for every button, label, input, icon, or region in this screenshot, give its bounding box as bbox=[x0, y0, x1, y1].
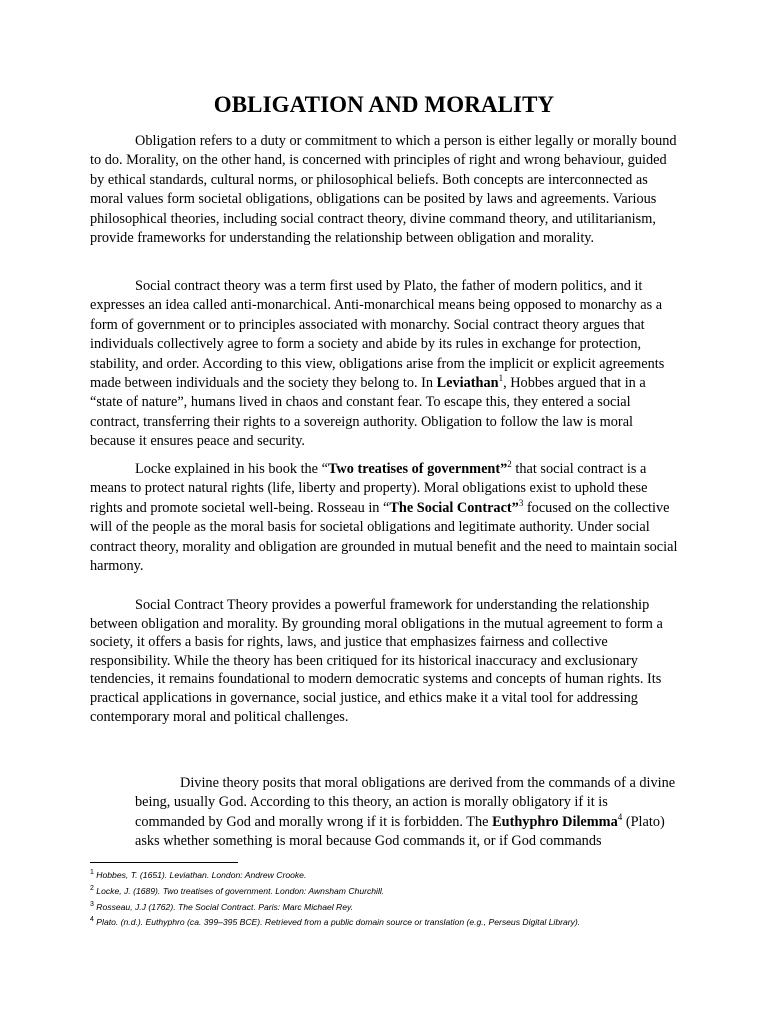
footnote-ref-3[interactable]: 3 bbox=[518, 498, 524, 509]
paragraph-text: (Plato) asks whether something is moral because God commands it, or if God commands bbox=[135, 813, 665, 850]
paragraph-text: Social contract theory was a term first used by Plato, the father of modern politics, and it expresses an idea called anti-monarchical. Anti-monarchical means being opposed to monarchy as a form of government or to principles associated with monarchy. Social contract theory argues that individuals collectively agree to form a society and abide by its rules in exchange for protection, stability, and order. According to this view, obligations arise from the implicit or explicit agreements made between individuals and the society they belong to. In bbox=[90, 278, 665, 392]
footnote-number: 3 bbox=[90, 900, 94, 908]
footnote-ref-4[interactable]: 4 bbox=[617, 812, 623, 823]
footnote-number: 4 bbox=[90, 916, 94, 924]
footnote-1 bbox=[90, 868, 690, 884]
footnote-number: 1 bbox=[90, 869, 94, 877]
paragraph-social-contract-summary: Social Contract Theory provides a powerful framework for understanding the relationship between obligation and morality. By grounding moral obligations in the mutual agreement to form a society, it offers a basis for rights, laws, and justice that emphasizes fairness and collective responsibility. While the theory has been critiqued for its historical inaccuracy and exclusionary tendencies, it remains foundational to modern democratic systems and concepts of human rights. Its practical applications in governance, social justice, and ethics make it a vital tool for addressing contemporary moral and political challenges. bbox=[90, 597, 663, 725]
paragraph-locke-rosseau bbox=[90, 460, 680, 576]
euthyphro-dilemma-title: Euthyphro Dilemma bbox=[492, 813, 618, 830]
leviathan-title: Leviathan bbox=[436, 375, 499, 392]
paragraph-text: focused on the collective will of the people as the moral basis for societal obligations and legitimate authority. Under social contract theory, morality and obligation are grounded in mutual benefit and the need to maintain social harmony. bbox=[90, 499, 678, 575]
paragraph-social-contract-theory bbox=[90, 277, 680, 452]
footnote-2 bbox=[90, 884, 690, 900]
footnote-text: Locke, J. (1689). Two treatises of government. London: Awnsham Churchill. bbox=[96, 885, 385, 896]
paragraph-text: , Hobbes argued that in a “state of nature”, humans lived in chaos and constant fear. To escape this, they entered a social contract, transferring their rights to a sovereign authority. Obligation to follow the law is moral because it ensures peace and security. bbox=[90, 375, 646, 450]
paragraph-text: Locke explained in his book the “ bbox=[135, 461, 328, 477]
paragraph-text: Divine theory posits that moral obligations are derived from the commands of a divine being, usually God. According to this theory, an action is morally obligatory if it is commanded by God and morally wrong if it is forbidden. The bbox=[135, 775, 676, 830]
footnote-ref-2[interactable]: 2 bbox=[507, 459, 512, 470]
paragraph-text: that social contract is a means to protect natural rights (life, liberty and property). Moral obligations exist to uphold these rights and promote societal well-being. Rosseau in “ bbox=[90, 461, 648, 516]
footnote-ref-1[interactable]: 1 bbox=[498, 373, 504, 384]
footnote-separator bbox=[90, 862, 238, 863]
footnotes bbox=[90, 868, 690, 931]
social-contract-title: The Social Contract” bbox=[389, 499, 519, 516]
footnote-text: Rosseau, J.J (1762). The Social Contract. Paris: Marc Michael Rey. bbox=[96, 901, 354, 912]
two-treatises-title: Two treatises of government” bbox=[327, 461, 508, 477]
footnote-number: 2 bbox=[90, 884, 94, 892]
footnote-4 bbox=[90, 915, 690, 931]
page-title: OBLIGATION AND MORALITY bbox=[213, 92, 555, 117]
footnote-text: Hobbes, T. (1651). Leviathan. London: Andrew Crooke. bbox=[96, 870, 307, 880]
paragraph-divine-theory bbox=[135, 774, 680, 852]
footnote-text: Plato. (n.d.). Euthyphro (ca. 399–395 BCE). Retrieved from a public domain source or translation (e.g., Perseus Digital Library). bbox=[96, 917, 581, 928]
footnote-3 bbox=[90, 900, 690, 916]
paragraph-obligation-definition: Obligation refers to a duty or commitment to which a person is either legally or morally bound to do. Morality, on the other hand, is concerned with principles of right and wrong behaviour, guided by ethical standards, cultural norms, or philosophical beliefs. Both concepts are interconnected as moral values form societal obligations, obligations can be posited by laws and agreements. Various philosophical theories, including social contract theory, divine command theory, and utilitarianism, provide frameworks for understanding the relationship between obligation and morality. bbox=[90, 133, 677, 247]
